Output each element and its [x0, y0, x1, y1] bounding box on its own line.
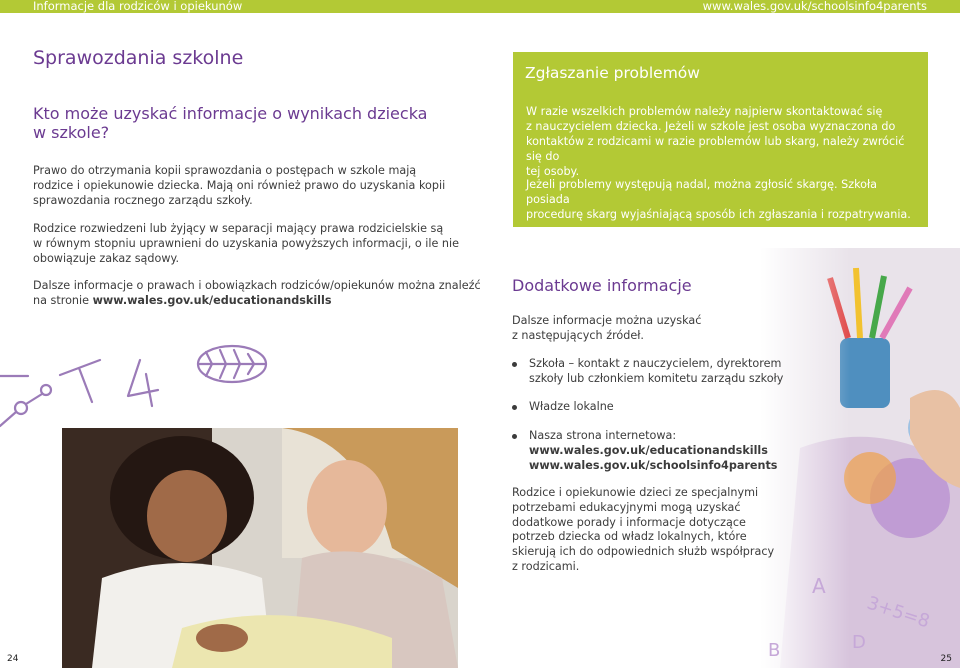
text-line: procedurę skarg wyjaśniającą sposób ich zgłaszania i rozpatrywania. [526, 208, 911, 221]
text-line: obowiązuje zakaz sądowy. [33, 251, 180, 265]
page-number-right: 25 [940, 654, 952, 664]
complaints-paragraph-1 [526, 104, 921, 179]
text-line: W razie wszelkich problemów należy najpierw skontaktować się [526, 105, 883, 118]
text-line: rodzice i opiekunowie dziecka. Mają oni również prawo do uzyskania kopii [33, 178, 446, 192]
text-line: Rodzice i opiekunowie dzieci ze specjalnymi [512, 486, 759, 499]
text-prefix: na stronie [33, 293, 93, 307]
text-line: z nauczycielem dziecka. Jeżeli w szkole jest osoba wyznaczona do [526, 120, 896, 133]
closing-paragraph [512, 486, 774, 575]
doodle-letter-b: B [768, 640, 781, 661]
text-line: szkoły lub członkiem komitetu zarządu szkoły [529, 371, 784, 385]
bullet-icon [512, 405, 517, 410]
educationandskills-link[interactable]: www.wales.gov.uk/educationandskills [529, 443, 768, 457]
text-line [33, 294, 481, 309]
text-line: kontaktów z rodzicami w razie problemów lub skarg, należy zwrócić się do [526, 135, 905, 163]
list-item [512, 357, 783, 387]
photo-child-painting [760, 248, 960, 668]
text-line: Nasza strona internetowa: [529, 429, 677, 442]
header-right-url[interactable]: www.wales.gov.uk/schoolsinfo4parents [702, 0, 927, 13]
letter-t-doodle [60, 360, 100, 402]
photo-teacher-and-girl-reading [62, 428, 458, 668]
text-line: Rodzice rozwiedzeni lub żyjący w separacji mający prawa rodzicielskie są [33, 222, 444, 235]
text-line: z następujących źródeł. [512, 328, 644, 342]
text-line: Jeżeli problemy występują nadal, można zgłosić skargę. Szkoła posiada [526, 178, 878, 206]
number-4-doodle [128, 360, 158, 406]
doodle-equation: 3+5=8 [864, 592, 933, 633]
list-item [512, 400, 614, 415]
text-line: potrzebami edukacyjnymi mogą uzyskać [512, 500, 741, 514]
header-left-text: Informacje dla rodziców i opiekunów [33, 0, 243, 13]
doodle-decoration-left [0, 330, 300, 440]
bullet-icon [512, 362, 517, 367]
text-line: Dalsze informacje można uzyskać [512, 314, 702, 327]
text-line: z rodzicami. [512, 559, 580, 573]
text-line: sprawozdania rocznego zarządu szkoły. [33, 193, 253, 207]
text-line: dodatkowe porady i informacje dotyczące [512, 515, 746, 529]
bullet-icon [512, 434, 517, 439]
leaf-doodle [198, 346, 266, 382]
more-info-intro [512, 314, 701, 344]
text-line: Dalsze informacje o prawach i obowiązkach rodziców/opiekunów można znaleźć [33, 279, 481, 292]
paragraph-rights [33, 164, 445, 208]
text-line: Prawo do otrzymania kopii sprawozdania o postępach w szkole mają [33, 164, 417, 177]
list-item [512, 429, 777, 473]
text-line: tej osoby. [526, 165, 580, 178]
section-question [33, 104, 433, 142]
doodle-letter-a: A [812, 574, 826, 598]
paragraph-separated-parents [33, 222, 459, 266]
more-info-title: Dodatkowe informacje [512, 276, 692, 295]
question-line-1: Kto może uzyskać informacje o wynikach dziecka [33, 104, 428, 123]
page-number-left: 24 [7, 654, 19, 664]
text-line: skierują ich do odpowiednich służb współpracy [512, 545, 775, 559]
complaints-paragraph-2 [526, 177, 921, 222]
text-line: w równym stopniu uprawnieni do uzyskania powyższych informacji, o ile nie [33, 236, 459, 250]
text-line: potrzeb dziecka od władz lokalnych, które [512, 530, 747, 544]
schoolsinfo4parents-link[interactable]: www.wales.gov.uk/schoolsinfo4parents [529, 458, 778, 472]
complaints-title: Zgłaszanie problemów [525, 64, 700, 82]
text-line: Szkoła – kontakt z nauczycielem, dyrektorem [529, 357, 782, 370]
page-title: Sprawozdania szkolne [33, 47, 244, 69]
paragraph-further-info [33, 279, 481, 309]
text-line: Władze lokalne [529, 400, 614, 413]
educationandskills-link[interactable]: www.wales.gov.uk/educationandskills [92, 293, 332, 307]
doodle-letter-d: D [852, 632, 866, 653]
question-line-2: w szkole? [33, 123, 110, 142]
